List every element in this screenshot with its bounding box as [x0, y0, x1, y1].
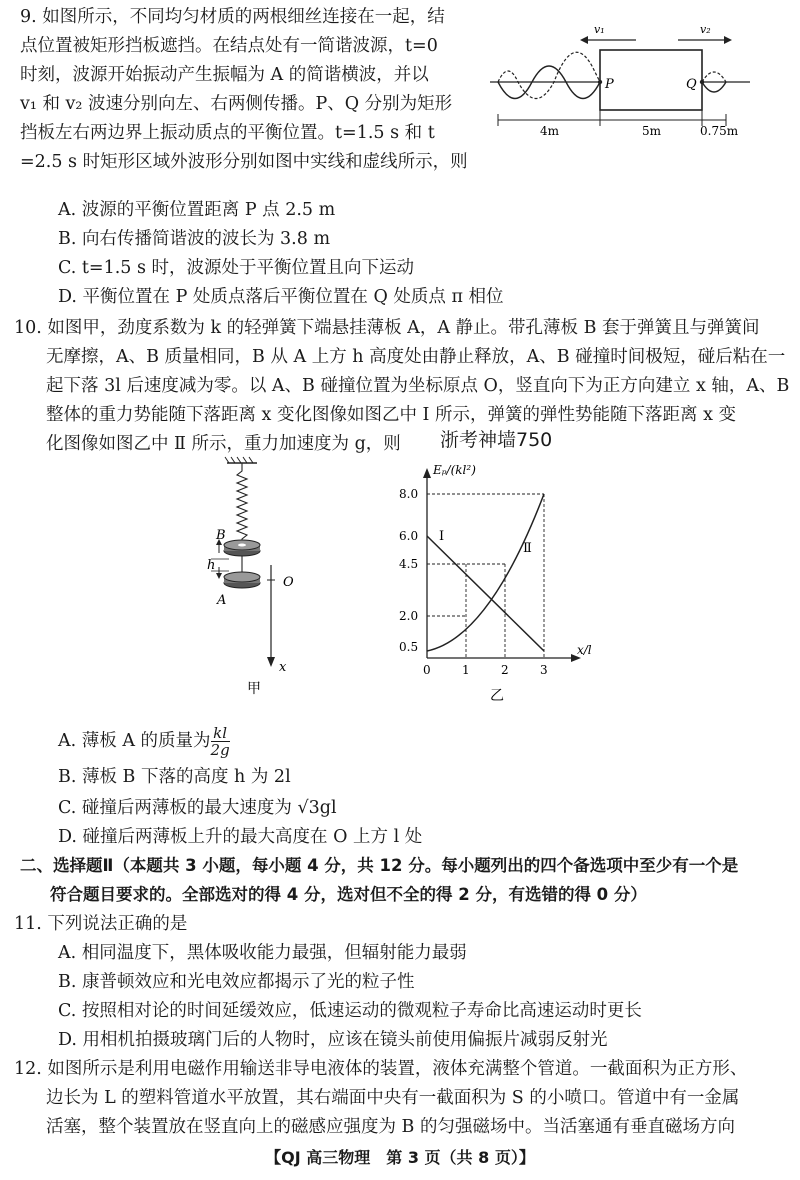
y-tick: 8.0 [399, 487, 419, 501]
curve-i-label: Ⅰ [439, 529, 445, 544]
origin-o-label: O [283, 575, 294, 590]
q11-stem: 11. 下列说法正确的是 [14, 914, 188, 934]
q9-stem-line: v₁ 和 v₂ 波速分别向左、右两侧传播。P、Q 分别为矩形 [20, 94, 453, 114]
y-tick: 4.5 [399, 557, 419, 571]
q10-stem-line: 起下落 3l 后速度减为零。以 A、B 碰撞位置为坐标原点 O，竖直向下为正方向建立 x 轴，A、B [46, 376, 790, 396]
q9-wave-figure [488, 20, 780, 140]
q10-option-a-text: A. 薄板 A 的质量为 [58, 731, 211, 751]
q10-stem-line: 10. 如图甲，劲度系数为 k 的轻弹簧下端悬挂薄板 A，A 静止。带孔薄板 B 套于弹簧且与弹簧间 [14, 318, 760, 338]
spring-figure [195, 455, 315, 695]
plate-b-label: B [216, 528, 226, 543]
q12-stem-line: 活塞，整个装置放在竖直向上的磁感应强度为 B 的匀强磁场中。当活塞通有垂直磁场方向 [46, 1117, 735, 1137]
q9-option-c: C. t=1.5 s 时，波源处于平衡位置且向下运动 [58, 258, 415, 278]
dim-5m: 5m [642, 124, 662, 138]
q9-option-d: D. 平衡位置在 P 处质点落后平衡位置在 Q 处质点 π 相位 [58, 287, 504, 307]
q9-option-a: A. 波源的平衡位置距离 P 点 2.5 m [58, 200, 336, 220]
q9-stem-line: =2.5 s 时矩形区域外波形分别如图中实线和虚线所示，则 [20, 152, 468, 172]
q10-stem-line: 整体的重力势能随下落距离 x 变化图像如图乙中 Ⅰ 所示，弹簧的弹性势能随下落距离 x 变 [46, 405, 737, 425]
mass-fraction: $\frac{kl}{2g}$ [210, 724, 230, 759]
fig-yi-caption: 乙 [490, 688, 504, 704]
curve-ii-label: Ⅱ [523, 541, 532, 556]
energy-graph [393, 458, 603, 708]
page-footer: 【QJ 高三物理 第 3 页（共 8 页）】 [265, 1148, 535, 1167]
section-2-heading: 二、选择题Ⅱ（本题共 3 小题，每小题 4 分，共 12 分。每小题列出的四个备选项中至少有一个是 [20, 856, 739, 875]
y-tick: 2.0 [399, 609, 419, 623]
x-axis-label: x [279, 660, 287, 675]
q10-stem-line: 化图像如图乙中 Ⅱ 所示，重力加速度为 g，则 [46, 434, 401, 454]
q11-option-c: C. 按照相对论的时间延缓效应，低速运动的微观粒子寿命比高速运动时更长 [58, 1001, 642, 1021]
q-label: Q [686, 77, 697, 92]
h-label: h [207, 558, 216, 573]
x-tick: 2 [501, 663, 509, 677]
dim-075m: 0.75m [700, 124, 739, 138]
y-tick: 6.0 [399, 529, 419, 543]
x-tick: 0 [423, 663, 431, 677]
p-label: P [605, 77, 614, 92]
watermark-text: 浙考神墙750 [440, 429, 553, 451]
graph-y-label: Eₚ/(kl²) [433, 463, 476, 477]
q10-option-b: B. 薄板 B 下落的高度 h 为 2l [58, 767, 291, 787]
q11-option-b: B. 康普顿效应和光电效应都揭示了光的粒子性 [58, 972, 415, 992]
q9-option-b: B. 向右传播简谐波的波长为 3.8 m [58, 229, 331, 249]
q9-stem-line: 时刻，波源开始振动产生振幅为 A 的简谐横波，并以 [20, 65, 429, 85]
q10-option-d: D. 碰撞后两薄板上升的最大高度在 O 上方 l 处 [58, 827, 423, 847]
fig-jia-caption: 甲 [247, 681, 261, 695]
q9-stem-line: 挡板左右两边界上振动质点的平衡位置。t=1.5 s 和 t [20, 123, 435, 143]
q10-option-c: C. 碰撞后两薄板的最大速度为 √3gl [58, 798, 337, 818]
section-2-heading-cont: 符合题目要求的。全部选对的得 4 分，选对但不全的得 2 分，有选错的得 0 分） [50, 885, 647, 904]
q11-option-d: D. 用相机拍摄玻璃门后的人物时，应该在镜头前使用偏振片减弱反射光 [58, 1030, 608, 1050]
plate-a-label: A [217, 593, 227, 608]
q9-stem-line: 9. 如图所示，不同均匀材质的两根细丝连接在一起，结 [20, 7, 445, 27]
q12-stem-line: 边长为 L 的塑料管道水平放置，其右端面中央有一截面积为 S 的小喷口。管道中有一金属 [46, 1088, 740, 1108]
q10-option-a [58, 725, 230, 758]
graph-x-label: x/l [577, 643, 592, 657]
x-tick: 3 [540, 663, 548, 677]
dim-4m: 4m [540, 124, 560, 138]
v1-label: v₁ [594, 23, 605, 36]
x-tick: 1 [462, 663, 470, 677]
q9-stem-line: 点位置被矩形挡板遮挡。在结点处有一简谐波源，t=0 [20, 36, 438, 56]
y-tick: 0.5 [399, 640, 419, 654]
q10-stem-line: 无摩擦，A、B 质量相同，B 从 A 上方 h 高度处由静止释放，A、B 碰撞时间极短，碰后粘在一 [46, 347, 786, 367]
v2-label: v₂ [700, 23, 711, 36]
q12-stem-line: 12. 如图所示是利用电磁作用输送非导电液体的装置，液体充满整个管道。一截面积为正方形、 [14, 1059, 748, 1079]
q11-option-a: A. 相同温度下，黑体吸收能力最强，但辐射能力最弱 [58, 943, 467, 963]
